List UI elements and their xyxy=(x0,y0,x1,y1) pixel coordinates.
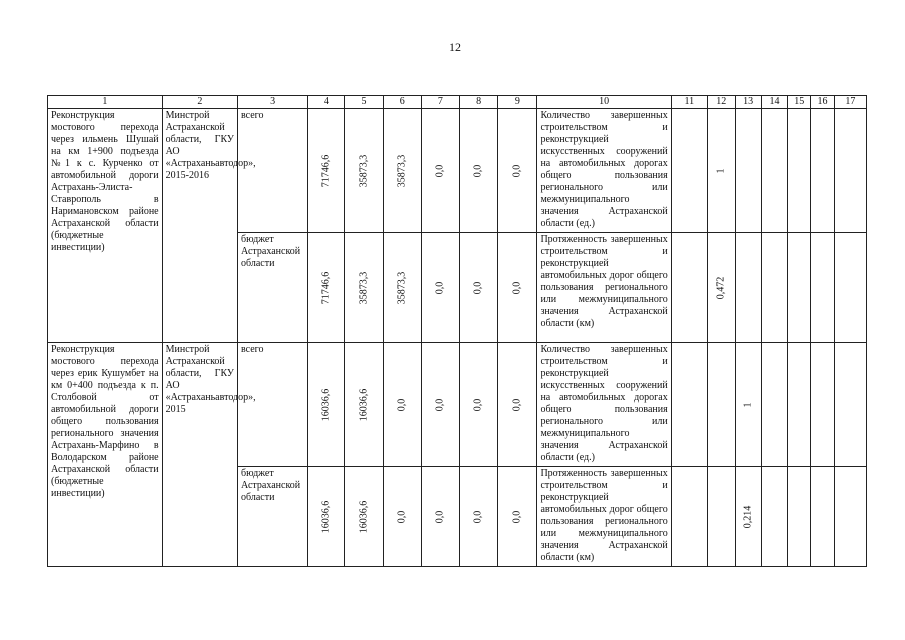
column-header: 17 xyxy=(834,96,866,109)
value-text: 35873,3 xyxy=(396,271,408,304)
value-cell xyxy=(345,109,383,233)
value-cell xyxy=(761,233,788,343)
value-text: 0,0 xyxy=(511,398,523,411)
value-cell xyxy=(383,109,421,233)
value-text: 0,0 xyxy=(434,281,446,294)
funding-source-cell: всего xyxy=(238,109,308,233)
column-header: 2 xyxy=(162,96,237,109)
value-cell xyxy=(383,233,421,343)
value-text: 0,0 xyxy=(472,281,484,294)
value-text: 35873,3 xyxy=(396,154,408,187)
value-cell xyxy=(707,467,735,567)
indicator-cell: Количество завершенных строительством и реконструкцией искусственных сооружений на автомобильных дорогах общего пользования регионального или межмуниципального значения Астраханской области (ед.) xyxy=(537,109,671,233)
value-text: 71746,6 xyxy=(320,154,332,187)
value-cell xyxy=(460,109,498,233)
value-cell xyxy=(498,343,537,467)
value-cell xyxy=(707,233,735,343)
value-cell xyxy=(308,233,345,343)
value-text: 0,0 xyxy=(434,398,446,411)
table-row xyxy=(48,109,867,233)
value-text: 16036,6 xyxy=(320,388,332,421)
column-number-row xyxy=(48,96,867,109)
value-text: 1 xyxy=(715,168,727,173)
column-header: 8 xyxy=(460,96,498,109)
value-text: 71746,6 xyxy=(320,271,332,304)
value-cell xyxy=(498,109,537,233)
value-cell xyxy=(707,109,735,233)
value-cell xyxy=(788,467,811,567)
value-cell xyxy=(460,233,498,343)
indicator-cell: Протяженность завершенных строительством и реконструкцией автомобильных дорог общего пользования регионального или межмуниципального значения Астраханской области (км) xyxy=(537,467,671,567)
project-name-cell: Реконструкция мостового перехода через ильмень Шушай на км 1+900 подъезда №1 к с. Курченко от автомобильной дороги Астрахань-Элиста-Ставрополь в Наримановском районе Астраханской области (бюджетные инвестиции) xyxy=(48,109,163,343)
value-cell xyxy=(811,233,835,343)
value-cell xyxy=(421,467,459,567)
value-text: 0,0 xyxy=(472,510,484,523)
value-text: 0,0 xyxy=(511,164,523,177)
value-cell xyxy=(811,343,835,467)
value-text: 0,472 xyxy=(715,276,727,299)
value-text: 0,0 xyxy=(472,164,484,177)
column-header: 1 xyxy=(48,96,163,109)
value-text: 0,0 xyxy=(434,164,446,177)
column-header: 6 xyxy=(383,96,421,109)
page-number: 12 xyxy=(449,40,461,54)
value-cell xyxy=(421,343,459,467)
project-name-cell: Реконструкция мостового перехода через ерик Кушумбет на км 0+400 подъезда к п. Столбовой от автомобильной дороги общего пользования регионального значения Астрахань-Марфино в Володарском районе Астраханской области (бюджетные инвестиции) xyxy=(48,343,163,567)
column-header: 10 xyxy=(537,96,671,109)
value-cell xyxy=(345,343,383,467)
column-header: 14 xyxy=(761,96,788,109)
value-cell xyxy=(671,233,707,343)
value-cell xyxy=(788,109,811,233)
value-cell xyxy=(671,109,707,233)
value-cell xyxy=(345,233,383,343)
value-cell xyxy=(460,467,498,567)
column-header: 12 xyxy=(707,96,735,109)
value-cell xyxy=(735,467,761,567)
value-text: 0,0 xyxy=(396,510,408,523)
column-header: 3 xyxy=(238,96,308,109)
value-cell xyxy=(671,467,707,567)
value-cell xyxy=(735,109,761,233)
value-cell xyxy=(735,343,761,467)
column-header: 7 xyxy=(421,96,459,109)
value-cell xyxy=(735,233,761,343)
value-cell xyxy=(308,467,345,567)
value-text: 16036,6 xyxy=(320,500,332,533)
table-row xyxy=(48,343,867,467)
column-header: 13 xyxy=(735,96,761,109)
funding-source-cell: бюджет Астраханской области xyxy=(238,467,308,567)
value-cell xyxy=(383,467,421,567)
value-text: 0,0 xyxy=(434,510,446,523)
value-cell xyxy=(761,343,788,467)
column-header: 11 xyxy=(671,96,707,109)
column-header: 4 xyxy=(308,96,345,109)
value-cell xyxy=(761,109,788,233)
value-text: 16036,6 xyxy=(358,500,369,533)
value-cell xyxy=(834,233,866,343)
value-cell xyxy=(308,343,345,467)
value-cell xyxy=(811,467,835,567)
value-cell xyxy=(788,233,811,343)
value-text: 1 xyxy=(742,402,754,407)
value-cell xyxy=(811,109,835,233)
responsible-cell: Минстрой Астраханской области, ГКУ АО «Астраханьавтодор», 2015-2016 xyxy=(162,109,237,343)
column-header: 15 xyxy=(788,96,811,109)
value-text: 0,0 xyxy=(472,398,484,411)
program-table xyxy=(47,95,867,567)
value-cell xyxy=(834,109,866,233)
value-cell xyxy=(834,467,866,567)
value-cell xyxy=(308,109,345,233)
responsible-cell: Минстрой Астраханской области, ГКУ АО «Астраханьавтодор», 2015 xyxy=(162,343,237,567)
value-text: 0,214 xyxy=(742,505,754,528)
value-cell xyxy=(383,343,421,467)
column-header: 16 xyxy=(811,96,835,109)
value-cell xyxy=(761,467,788,567)
indicator-cell: Протяженность завершенных строительством и реконструкцией автомобильных дорог общего пользования регионального или межмуниципального значения Астраханской области (км) xyxy=(537,233,671,343)
value-text: 35873,3 xyxy=(358,154,369,187)
value-text: 35873,3 xyxy=(358,271,369,304)
value-cell xyxy=(498,233,537,343)
value-cell xyxy=(834,343,866,467)
value-cell xyxy=(498,467,537,567)
value-cell xyxy=(460,343,498,467)
value-cell xyxy=(671,343,707,467)
value-text: 0,0 xyxy=(511,281,523,294)
column-header: 9 xyxy=(498,96,537,109)
funding-source-cell: всего xyxy=(238,343,308,467)
value-cell xyxy=(788,343,811,467)
value-text: 0,0 xyxy=(396,398,408,411)
indicator-cell: Количество завершенных строительством и реконструкцией искусственных сооружений на автомобильных дорогах общего пользования регионального или межмуниципального значения Астраханской области (ед.) xyxy=(537,343,671,467)
value-cell xyxy=(421,109,459,233)
column-header: 5 xyxy=(345,96,383,109)
funding-source-cell: бюджет Астраханской области xyxy=(238,233,308,343)
value-text: 16036,6 xyxy=(358,388,369,421)
value-cell xyxy=(421,233,459,343)
value-text: 0,0 xyxy=(511,510,523,523)
value-cell xyxy=(707,343,735,467)
value-cell xyxy=(345,467,383,567)
